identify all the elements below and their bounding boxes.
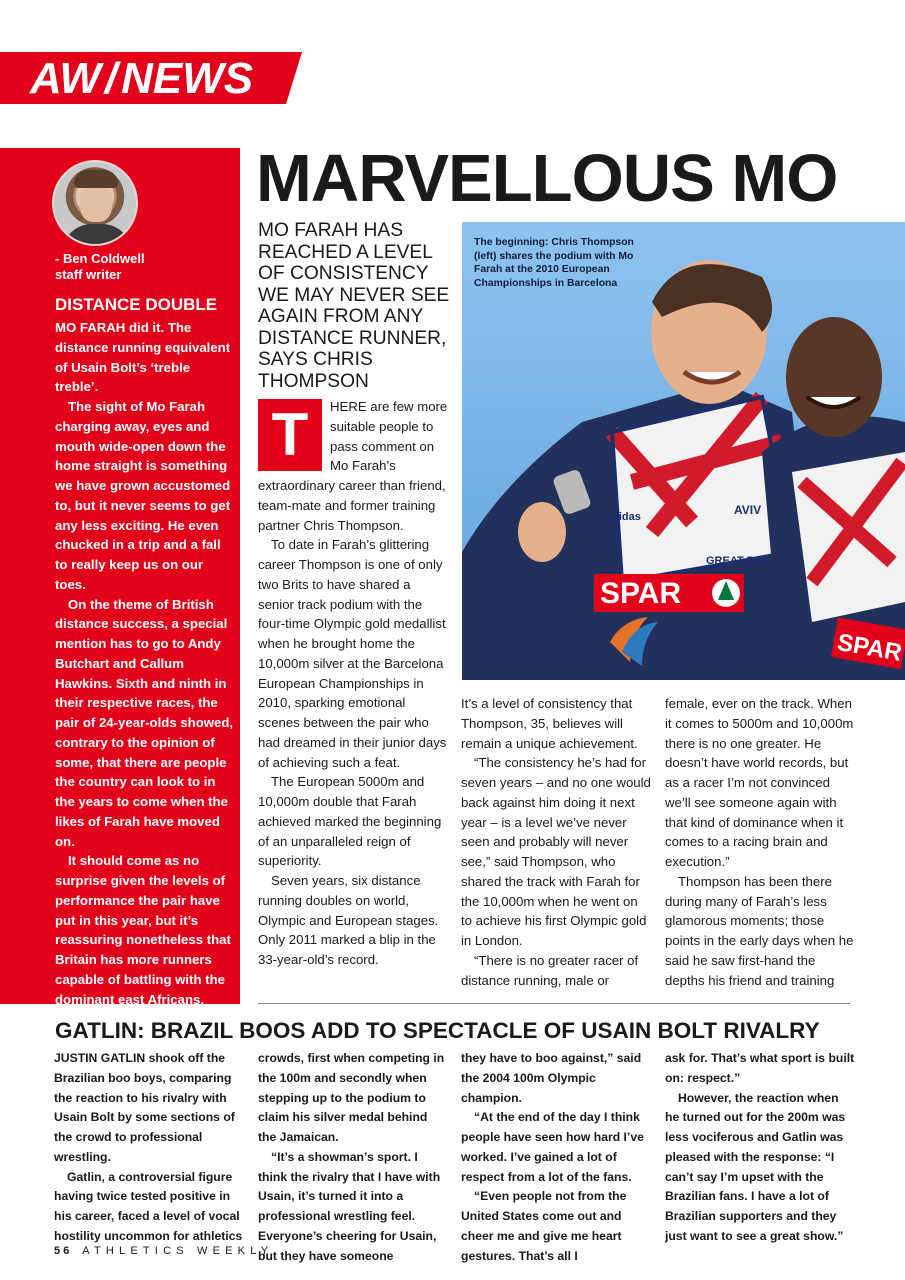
article-paragraph: “The consistency he’s had for seven years – and no one would back against him doing it next year – is a level we’ve never seen and probably will never see,” said Thompson, who shared the track with Farah for the 10,000m when he went on to achieve his first Olympic gold in London.	[461, 755, 651, 948]
sidebar-paragraph: The sight of Mo Farah charging away, eyes and mouth wide-open down the home straight is something we have grown accustomed to, but it never seems to get any less exciting. He even chucked in a trip and a fall to really keep us on our toes.	[55, 399, 231, 592]
article-standfirst: MO FARAH HAS REACHED A LEVEL OF CONSISTENCY WE MAY NEVER SEE AGAIN FROM ANY DISTANCE RUNNER, SAYS CHRIS THOMPSON	[258, 220, 450, 392]
brand-logo: AW	[30, 54, 101, 103]
aviva-text: AVIV	[734, 503, 762, 517]
article-paragraph: The European 5000m and 10,000m double that Farah achieved marked the beginning of an unparalleled reign of superiority.	[258, 774, 442, 869]
secondary-column-3	[461, 1049, 651, 1266]
secondary-paragraph: Gatlin, a controversial figure having twice tested positive in his career, faced a level of vocal hostility uncommon for athletics	[54, 1169, 243, 1243]
secondary-paragraph: “It’s a showman’s sport. I think the rivalry that I have with Usain, it’s turned it into a professional wrestling feel. Everyone’s cheering for Usain, but they have someone	[258, 1149, 441, 1263]
sidebar-heading: DISTANCE DOUBLE	[55, 295, 218, 314]
secondary-column-2	[258, 1049, 448, 1266]
article-column-2	[461, 694, 651, 990]
sidebar-paragraph: MO FARAH did it. The distance running equivalent of Usain Bolt’s ‘treble treble’.	[55, 320, 231, 395]
podium-photo	[462, 222, 905, 680]
secondary-paragraph: However, the reaction when he turned out for the 200m was less vociferous and Gatlin was pleased with the response: “I can’t say I’m upset with the Brazilian fans. I have a lot of Brazilian supporters and they just want to see a great show.”	[665, 1090, 846, 1243]
european-logo-text: EUROPEAN	[656, 636, 740, 650]
section-banner	[0, 52, 302, 104]
sidebar-paragraph: On the theme of British distance success, a special mention has to go to Andy Butchart and Callum Hawkins. Sixth and ninth in their respective races, the pair of 24-year-olds showed, contrary to the opinion of some, that there are people the country can look to in the years to come when the likes of Farah have moved on.	[55, 596, 234, 849]
article-paragraph: “There is no greater racer of distance running, male or	[461, 952, 639, 988]
spar-logo-text: SPAR	[600, 577, 682, 610]
article-paragraph: Seven years, six distance running doubles on world, Olympic and European stages. Only 2011 marked a blip in the 33-year-old’s record.	[258, 873, 439, 967]
article-column-3	[665, 694, 855, 990]
secondary-paragraph: they have to boo against,” said the 2004 100m Olympic champion.	[461, 1051, 642, 1105]
banner-title	[30, 54, 253, 104]
secondary-paragraph: “At the end of the day I think people have seen how hard I’ve worked. I’ve gained a lot of respect from a lot of the fans.	[461, 1110, 644, 1184]
secondary-column-1	[54, 1049, 244, 1247]
author-byline	[55, 251, 145, 283]
author-avatar	[52, 160, 138, 246]
article-paragraph: It’s a level of consistency that Thompson, 35, believes will remain a unique achievement.	[461, 696, 638, 751]
section-divider	[258, 1003, 850, 1004]
article-column-1	[258, 397, 448, 970]
gr-text: GRI	[886, 608, 904, 619]
columnist-sidebar	[0, 148, 240, 1007]
secondary-paragraph: crowds, first when competing in the 100m and secondly when stepping up to the podium to claim his silver medal behind the Jamaican.	[258, 1051, 445, 1144]
secondary-paragraph: JUSTIN GATLIN shook off the Brazilian boo boys, comparing the reaction to his rivalry with Usain Bolt by some sections of the crowd to professional wrestling.	[54, 1051, 235, 1164]
great-britain-text: GREAT BRIT	[706, 555, 773, 567]
photo-illustration	[462, 222, 905, 680]
photo-caption: The beginning: Chris Thompson (left) shares the podium with Mo Farah at the 2010 European Championships in Barcelona	[474, 237, 634, 289]
banner-slash: /	[104, 54, 118, 103]
article-paragraph: Thompson has been there during many of Farah’s less glamorous moments; those points in the early days when he said he saw first-hand the depths his friend and training	[665, 873, 854, 988]
article-lead-text: HERE are few more suitable people to pass comment on Mo Farah’s extraordinary career than friend, team-mate and former training partner Chris Thompson.	[258, 399, 448, 533]
adidas-text: adidas	[606, 511, 641, 523]
page-footer	[54, 1245, 273, 1257]
article-paragraph	[258, 397, 448, 535]
page-number: 56	[54, 1245, 73, 1257]
secondary-paragraph: ask for. That’s what sport is built on: respect.”	[665, 1051, 855, 1085]
sidebar-body	[55, 318, 235, 1009]
athletics-logo-text: ATHLETICS	[656, 651, 740, 665]
secondary-column-4	[665, 1049, 855, 1247]
spar-logo-text-2: SPAR	[835, 628, 904, 667]
article-paragraph: To date in Farah’s glittering career Thompson is one of only two Brits to have shared a senior track podium with the four-time Olympic gold medallist when he brought home the 10,000m silver at the Barcelona European Championships in 2010, sparking emotional scenes between the pair who had dreamed in their junior days of achieving such a feat.	[258, 537, 447, 770]
publication-name: ATHLETICS WEEKLY	[82, 1245, 274, 1257]
drop-cap: T	[258, 399, 322, 471]
section-name: NEWS	[121, 54, 254, 103]
author-name: - Ben Coldwell	[55, 251, 145, 266]
article-paragraph: female, ever on the track. When it comes to 5000m and 10,000m there is no one greater. He doesn’t have world records, but as a racer I’m not convinced we’ll see someone again with that kind of dominance when it comes to a racing brain and execution.”	[665, 696, 854, 869]
sidebar-paragraph: It should come as no surprise given the levels of performance the pair have put in this year, but it’s reassuring nonetheless that Britain has more runners capable of battling with the dominant east Africans.	[55, 853, 231, 1007]
author-role: staff writer	[55, 267, 122, 282]
secondary-headline: GATLIN: BRAZIL BOOS ADD TO SPECTACLE OF USAIN BOLT RIVALRY	[55, 1018, 820, 1043]
secondary-paragraph: “Even people not from the United States come out and cheer me and give me heart gestures. That’s all I	[461, 1189, 627, 1263]
article-headline: MARVELLOUS MO	[256, 141, 838, 216]
